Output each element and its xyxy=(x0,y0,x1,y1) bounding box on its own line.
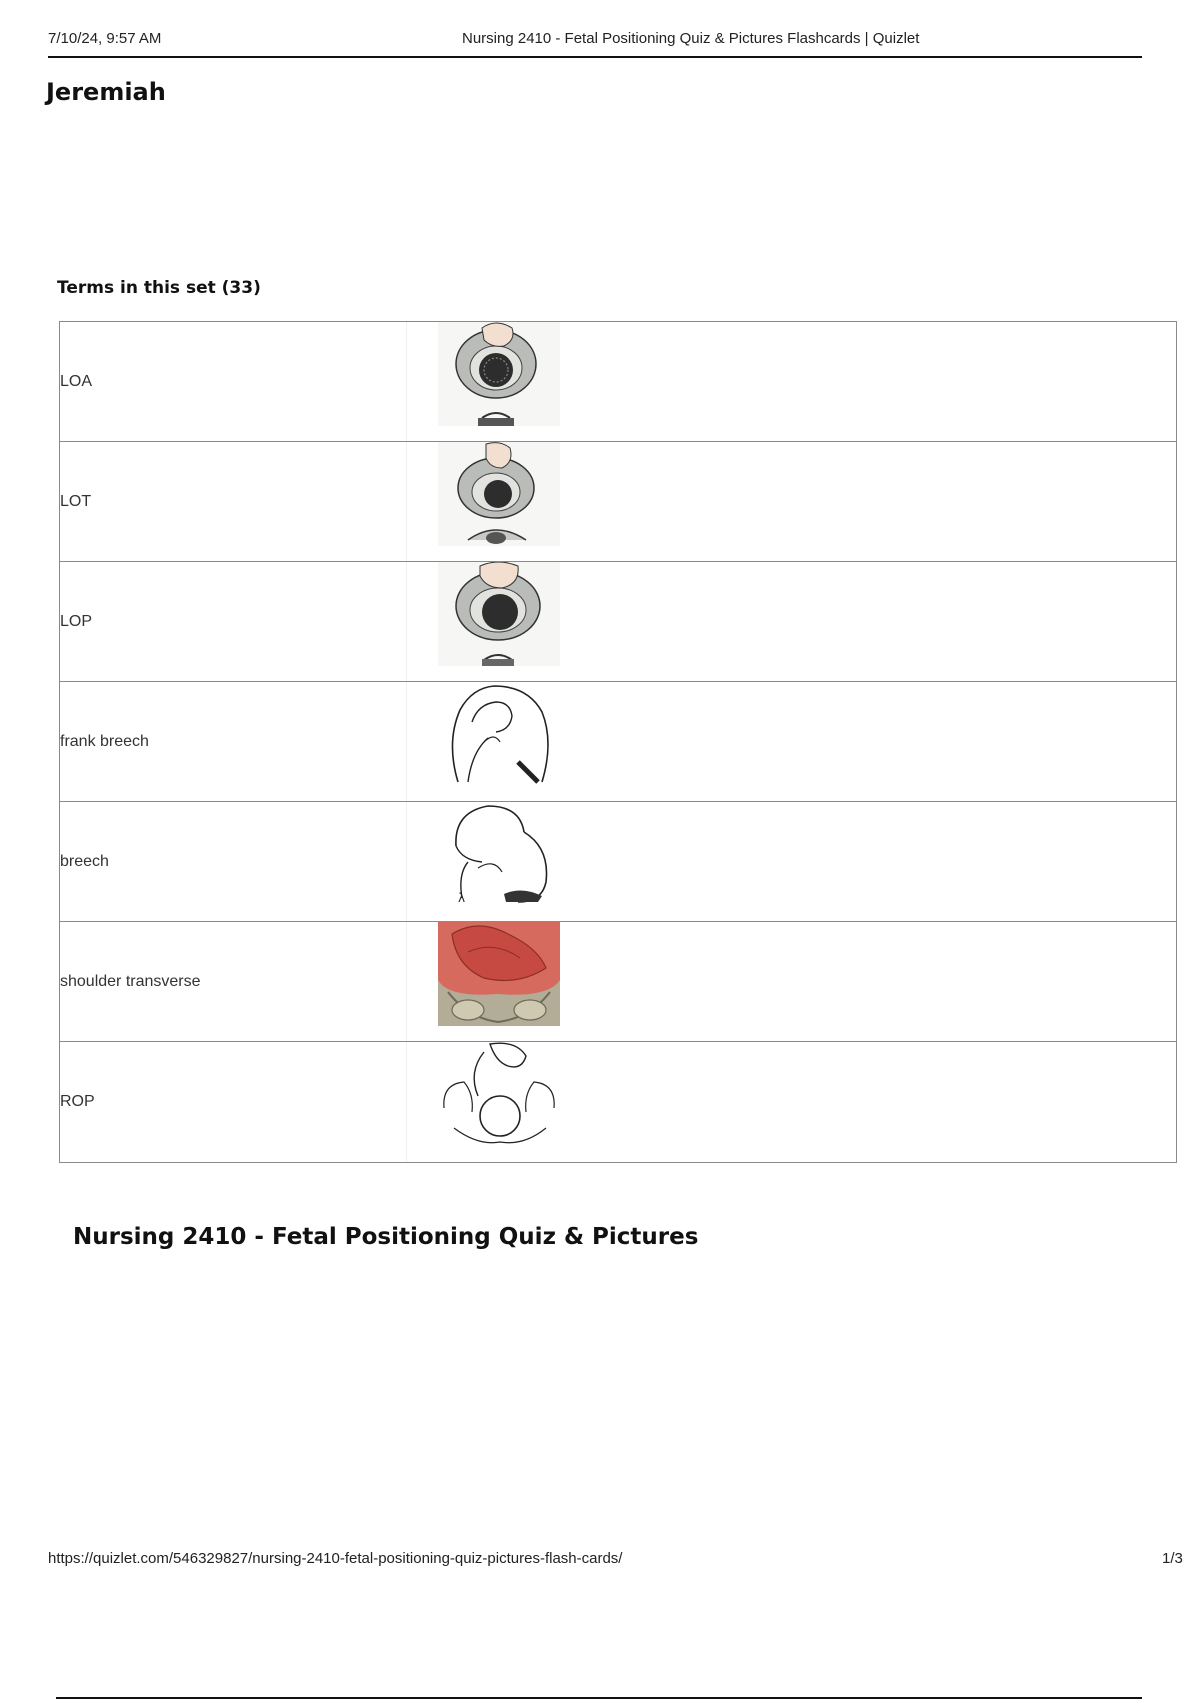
term-label: LOT xyxy=(60,492,92,510)
svg-text:λ: λ xyxy=(458,891,466,905)
fetal-position-image xyxy=(438,442,560,546)
fetus-in-pelvis-drawing-image xyxy=(438,1042,560,1146)
fetus-drawing-image xyxy=(438,802,560,906)
term-label: LOP xyxy=(60,612,93,630)
term-row[interactable] xyxy=(60,562,1176,682)
page-number: 1/3 xyxy=(1162,1550,1183,1567)
term-row[interactable] xyxy=(60,922,1176,1042)
print-datetime: 7/10/24, 9:57 AM xyxy=(48,30,162,47)
term-label: frank breech xyxy=(60,732,149,750)
term-row[interactable] xyxy=(60,1042,1176,1162)
print-url: https://quizlet.com/546329827/nursing-2410-fetal-positioning-quiz-pictures-flash-cards/ xyxy=(48,1550,623,1567)
term-label: LOA xyxy=(60,372,93,390)
set-title: Nursing 2410 - Fetal Positioning Quiz & Pictures xyxy=(73,1224,699,1250)
term-row[interactable] xyxy=(60,322,1176,442)
user-name[interactable]: Jeremiah xyxy=(46,78,166,106)
uterus-illustration-image xyxy=(438,922,560,1026)
fetal-position-image xyxy=(438,322,560,426)
term-label: shoulder transverse xyxy=(60,972,201,990)
term-row[interactable] xyxy=(60,442,1176,562)
term-label: ROP xyxy=(60,1093,95,1110)
print-page-title: Nursing 2410 - Fetal Positioning Quiz & Pictures Flashcards | Quizlet xyxy=(462,30,920,47)
fetal-position-image xyxy=(438,562,560,666)
terms-table xyxy=(59,321,1177,1163)
footer-divider xyxy=(56,1697,1142,1699)
term-row[interactable] xyxy=(60,682,1176,802)
term-label: breech xyxy=(60,852,109,870)
fetus-drawing-image xyxy=(438,682,560,786)
header-divider xyxy=(48,56,1142,58)
terms-heading: Terms in this set (33) xyxy=(57,278,261,298)
term-row[interactable] xyxy=(60,802,1176,922)
